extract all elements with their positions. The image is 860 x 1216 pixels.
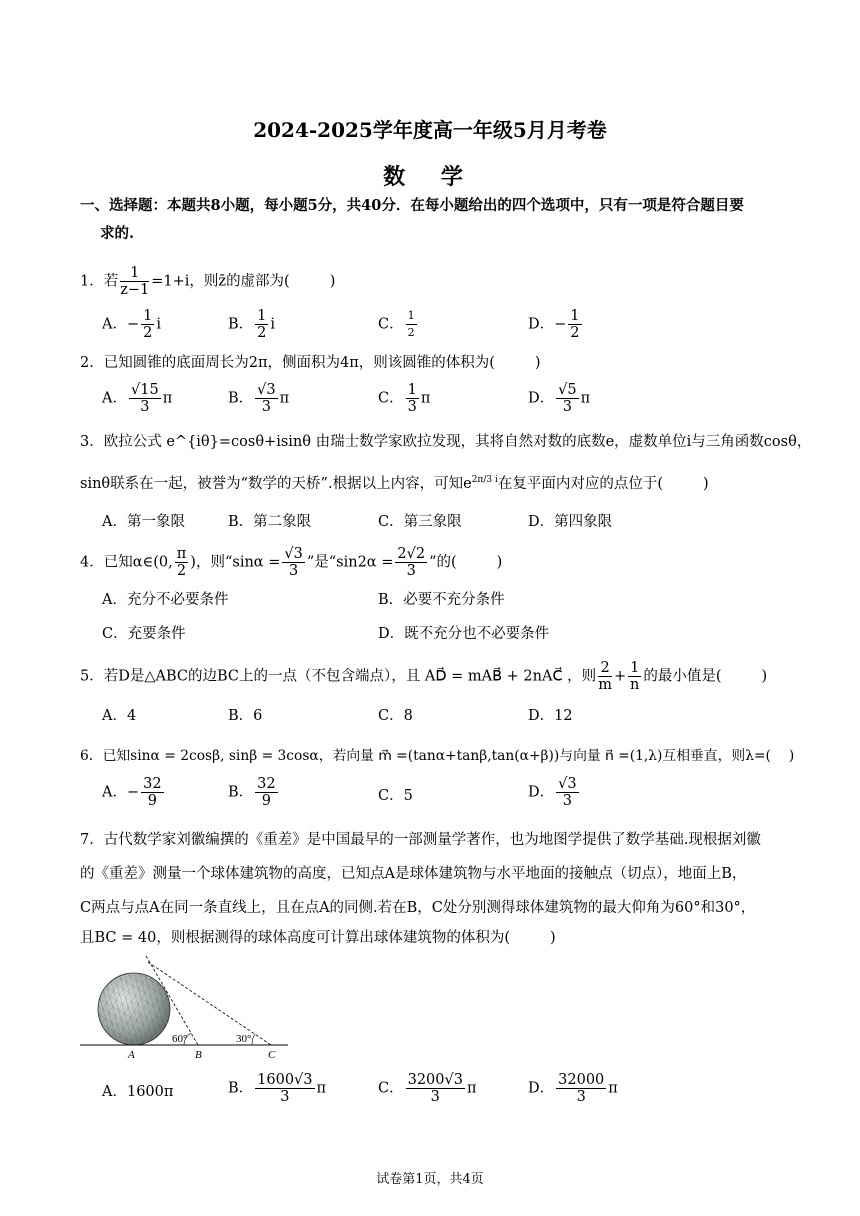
- q1-fraction: [120, 265, 149, 298]
- q7-option-c[interactable]: C． $\frac{3200√3}{3}$ π: [378, 1072, 477, 1105]
- point-c-label: C: [268, 1049, 276, 1061]
- q5-option-a[interactable]: A．4: [102, 708, 137, 724]
- q7-line-4-end: ): [550, 930, 556, 946]
- q1-option-d[interactable]: D．− $\frac{1}{2}$: [528, 308, 580, 341]
- question-1: [80, 265, 800, 298]
- q6-option-d[interactable]: D． $\frac{√3}{3}$: [528, 776, 577, 809]
- point-a-label: A: [128, 1049, 135, 1061]
- section-line-2: 求的.: [100, 225, 135, 242]
- q7-line-2: 的《重差》测量一个球体建筑物的高度，已知点A是球体建筑物与水平地面的接触点（切点），地面上B，: [80, 866, 747, 882]
- q2-option-b[interactable]: B． $\frac{√3}{3}$ π: [228, 382, 290, 415]
- sphere-figure: [78, 954, 298, 1062]
- q3-line-2a: sinθ联系在一起，被誉为“数学的天桥”.根据以上内容，可知: [80, 475, 464, 492]
- q6-option-a[interactable]: A．− $\frac{32}{9}$: [102, 776, 162, 809]
- q7-line-4: [80, 928, 800, 948]
- q3-option-b[interactable]: B．第二象限: [228, 514, 312, 530]
- q5-option-c[interactable]: C．8: [378, 708, 413, 724]
- question-5: 5．若D是△ABC的边BC上的一点（不包含端点），且 AD⃗ = mAB⃗ + 2nAC⃗ ，则 $\frac{2}{m}$ + $\frac{1}{n}$ 的最小值是( ): [80, 660, 768, 693]
- q3-option-d[interactable]: D．第四象限: [528, 514, 613, 530]
- q3-exponent: 2π/3 i: [471, 475, 498, 485]
- question-4: 4．已知α∈(0, $\frac{\pi}{2}$ )，则“sinα = $\frac{√3}{3}$ ”是“sin2α = $\frac{2√2}{3}$ ”的( ): [80, 546, 503, 579]
- q1-frac-num: 1: [120, 265, 149, 282]
- point-b-label: B: [195, 1049, 202, 1061]
- q7-line-3: C两点与点A在同一条直线上，且在点A的同侧.若在B，C处分别测得球体建筑物的最大仰角为60°和30°，: [80, 900, 756, 916]
- q4-option-a[interactable]: A．充分不必要条件: [102, 592, 229, 608]
- q4-stem-end: ): [496, 554, 503, 571]
- angle-30-label: 30°: [236, 1033, 252, 1045]
- q7-option-a[interactable]: A．1600π: [102, 1084, 174, 1100]
- q3-e: e: [463, 475, 472, 492]
- question-2: [80, 353, 800, 373]
- q5-option-b[interactable]: B．6: [228, 708, 263, 724]
- q4-stem-b: ，则“sinα =: [195, 554, 281, 571]
- subject-title: 数 学: [383, 164, 477, 190]
- q4-option-d[interactable]: D．既不充分也不必要条件: [378, 626, 550, 642]
- q4-interval-right: ): [190, 554, 196, 571]
- q1-stem-end: ): [329, 273, 336, 290]
- q2-option-c[interactable]: C． $\frac{1}{3}$ π: [378, 382, 431, 415]
- q1-stem-c: 的虚部为(: [226, 273, 290, 290]
- q1-option-a[interactable]: A．− $\frac{1}{2}$ i: [102, 308, 162, 341]
- q2-stem-end: ): [534, 355, 541, 371]
- q2-option-d[interactable]: D． $\frac{√5}{3}$ π: [528, 382, 591, 415]
- q4-option-b[interactable]: B．必要不充分条件: [378, 592, 505, 608]
- q1-option-c[interactable]: C． $\frac{1}{2}$: [378, 309, 415, 339]
- q7-option-d[interactable]: D． $\frac{32000}{3}$ π: [528, 1072, 618, 1105]
- q2-stem: 2．已知圆锥的底面周长为2π，侧面积为4π，则该圆锥的体积为(: [80, 355, 495, 371]
- page-footer: 试卷第1页，共4页: [376, 1172, 484, 1187]
- q1-option-b[interactable]: B． $\frac{1}{2}$ i: [228, 308, 276, 341]
- q2-option-a[interactable]: A． $\frac{√15}{3}$ π: [102, 382, 173, 415]
- q3-option-c[interactable]: C．第三象限: [378, 514, 462, 530]
- question-3-line-1: [80, 432, 812, 452]
- section-line-1: 一、选择题：本题共8小题，每小题5分，共40分．在每小题给出的四个选项中，只有一项是符合题目要: [80, 197, 744, 214]
- q4-stem-d: ”的(: [429, 554, 457, 571]
- q3-line-2b: 在复平面内对应的点位于(: [497, 475, 663, 492]
- q5-stem-end: ): [761, 668, 768, 685]
- q5-option-d[interactable]: D．12: [528, 708, 573, 724]
- angle-60-label: 60°: [172, 1033, 188, 1045]
- q1-frac-den: z−1: [120, 282, 150, 298]
- question-6: [80, 746, 800, 766]
- q5-stem-b: 的最小值是(: [643, 668, 722, 685]
- q6-option-c[interactable]: C．5: [378, 788, 413, 804]
- q3-option-a[interactable]: A．第一象限: [102, 514, 185, 530]
- q7-option-b[interactable]: B． $\frac{1600√3}{3}$ π: [228, 1072, 327, 1105]
- section-heading: [80, 192, 800, 248]
- q3-line-2-end: ): [702, 475, 709, 492]
- q7-line-1: 7．古代数学家刘徽编撰的《重差》是中国最早的一部测量学著作，也为地图学提供了数学基础.现根据刘徽: [80, 832, 761, 848]
- exam-title: 2024-2025学年度高一年级5月月考卷: [253, 118, 607, 142]
- q3-line-1: 3．欧拉公式 e^{iθ}=cosθ+isinθ 由瑞士数学家欧拉发现，其将自然对数的底数e，虚数单位i与三角函数cosθ，: [80, 434, 812, 450]
- question-3-line-2: [80, 470, 800, 494]
- q4-stem-a: 4．已知α∈: [80, 554, 154, 571]
- q1-stem-b: =1+i，则: [151, 273, 219, 290]
- q5-plus: +: [613, 668, 627, 685]
- q4-interval-left: (0,: [153, 554, 173, 571]
- q4-stem-c: ”是“sin2α =: [306, 554, 394, 571]
- q6-option-b[interactable]: B． $\frac{32}{9}$: [228, 776, 276, 809]
- q1-zbar: z̄: [218, 273, 227, 290]
- q6-stem: 6．已知sinα = 2cosβ, sinβ = 3cosα，若向量 m⃗ =(tanα+tanβ,tan(α+β))与向量 n⃗ =(1,λ)互相垂直，则λ=(: [80, 748, 771, 764]
- q6-stem-end: ): [788, 748, 795, 764]
- q4-option-c[interactable]: C．充要条件: [102, 626, 186, 642]
- q1-stem-a: 1．若: [80, 273, 119, 290]
- q5-stem-a: 5．若D是△ABC的边BC上的一点（不包含端点），且 AD⃗ = mAB⃗ + 2nAC⃗ ，则: [80, 668, 597, 685]
- q7-line-4-text: 且BC = 40，则根据测得的球体高度可计算出球体建筑物的体积为(: [80, 930, 510, 946]
